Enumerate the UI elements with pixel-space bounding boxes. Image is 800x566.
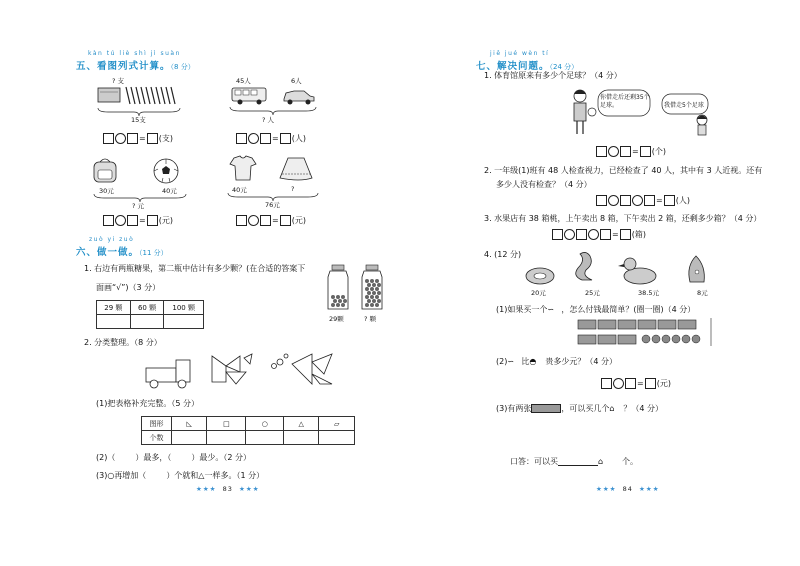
section6-title [76, 244, 168, 258]
p3-a-label: 30元 [99, 187, 114, 195]
p1-total-label: 15支 [131, 116, 146, 124]
q7-4-3-a: (3)有两张 [496, 404, 532, 413]
p4-unit: (元) [291, 216, 306, 225]
q7-4-text: 4. (12 分) [484, 250, 522, 259]
q7-1-text: 1. 体育馆原来有多少个足球？（4 分） [484, 71, 622, 80]
eq-operator-circle[interactable] [608, 146, 619, 157]
left-page-number: 83 [222, 485, 233, 493]
table-count-cell[interactable] [207, 431, 246, 445]
section5-points: （8 分） [170, 63, 195, 71]
eq-box[interactable] [620, 195, 631, 206]
duck-float-icon [618, 258, 656, 284]
q7-3-equation: = (箱) [552, 229, 646, 240]
answer-period: 。 [630, 457, 638, 466]
eq-operator-circle[interactable] [588, 229, 599, 240]
snake-float-small-icon: ∽ [507, 357, 515, 366]
footer-stars-right: ★★★ [239, 485, 260, 493]
answer-cell-60[interactable] [130, 315, 164, 329]
table-count-cell[interactable] [319, 431, 355, 445]
eq-box[interactable] [600, 229, 611, 240]
section6-points: （11 分） [139, 249, 168, 257]
q7-4-1-b: ，怎么付钱最简单？(圈一圈)（4 分） [561, 305, 696, 314]
table-shape-square: □ [207, 417, 246, 431]
q7-2-line2: 多少人没有检查？（4 分） [496, 180, 592, 189]
section5-pinyin: kàn tú liè shì jì suàn [88, 50, 181, 57]
section7-title-text: 七、解决问题。 [476, 61, 550, 72]
tangram-truck-icon [146, 360, 190, 388]
q7-4-2-text [496, 356, 617, 368]
q7-3-text: 3. 水果店有 38 箱桃，上午卖出 8 箱，下午卖出 2 箱，还剩多少箱？（4 分） [484, 214, 762, 223]
shark-float-icon [689, 256, 704, 282]
p4-a-label: 40元 [232, 186, 247, 194]
q7-4-1-a: (1)如果买一个 [496, 305, 548, 314]
p3-unit: (元) [158, 216, 173, 225]
p2-b-label: 6人 [291, 77, 302, 85]
loose-pencils-icon [126, 87, 175, 104]
banknote-small-icon [531, 404, 561, 413]
q7-4-2-equation: = (元) [601, 378, 671, 389]
answer-prefix: 口答：可以买 [510, 457, 558, 466]
tangram-shapes-illustration [140, 352, 340, 392]
backpack-icon [94, 159, 116, 182]
eq-box[interactable] [103, 215, 114, 226]
eq-operator-circle[interactable] [248, 215, 259, 226]
eq-box[interactable] [576, 229, 587, 240]
q7-1-equation: = (个) [596, 146, 666, 157]
eq-box[interactable] [260, 133, 271, 144]
eq-box[interactable] [552, 229, 563, 240]
eq-box[interactable] [601, 378, 612, 389]
answer-cell-100[interactable] [164, 315, 204, 329]
q7-2-equation: = (人) [596, 195, 690, 206]
eq-operator-circle[interactable] [608, 195, 619, 206]
swim-ring-icon [526, 268, 554, 284]
eq-box[interactable] [103, 133, 114, 144]
eq-box[interactable] [147, 133, 158, 144]
section5-title-text: 五、看图列式计算。 [76, 61, 171, 72]
bubble-left-line1: 你借走后还剩35个 [600, 94, 650, 101]
eq-box[interactable] [596, 146, 607, 157]
eq-box[interactable] [147, 215, 158, 226]
eq-box[interactable] [664, 195, 675, 206]
table-shape-circle: ○ [246, 417, 284, 431]
backpack-ball-illustration [92, 156, 188, 186]
q7-4-1-text [496, 304, 695, 316]
q7-4-3-answer [510, 456, 638, 468]
q7-4-3-text [496, 403, 663, 415]
q7-2-unit: (人) [675, 196, 690, 205]
answer-unit: 个 [622, 457, 630, 466]
p2-equation: = (人) [236, 133, 306, 144]
p1-equation: = (支) [103, 133, 173, 144]
right-page-footer [596, 485, 660, 493]
q6-2-3-a: (3)○再增加（ [96, 471, 147, 480]
q6-2-2-a: (2)（ [96, 453, 116, 462]
p3-question-label: ? 元 [132, 202, 145, 210]
shape-count-table [141, 416, 355, 445]
eq-operator-circle[interactable] [248, 133, 259, 144]
eq-box[interactable] [127, 215, 138, 226]
section6-title-text: 六、做一做。 [76, 247, 140, 258]
q7-4-3-c: ？（4 分） [623, 404, 663, 413]
table-header-count: 个数 [142, 431, 172, 445]
option-60: 60 颗 [130, 301, 164, 315]
candy-jars-illustration [328, 265, 388, 313]
eq-box[interactable] [640, 146, 651, 157]
q6-2-2-b: ）最多，（ [135, 453, 172, 462]
section6-pinyin: zuò yi zuò [89, 236, 135, 243]
eq-box[interactable] [236, 133, 247, 144]
q6-2-2-text [96, 452, 251, 464]
shirt-icon [230, 156, 256, 180]
q6-2-2-c: ）最少。（2 分） [191, 453, 251, 462]
banknote-icon [578, 320, 696, 329]
answer-blank[interactable] [558, 458, 598, 466]
q7-4-2-c: 贵多少元？（4 分） [545, 357, 617, 366]
eq-box[interactable] [620, 146, 631, 157]
eq-box[interactable] [645, 378, 656, 389]
eq-box[interactable] [620, 229, 631, 240]
candy-jar-2-icon [362, 265, 382, 309]
q7-3-unit: (箱) [631, 230, 646, 239]
section7-points: （24 分） [549, 63, 579, 71]
tangram-fish-icon [272, 354, 333, 384]
q6-2-3-text [96, 470, 264, 482]
footer-stars-right: ★★★ [639, 485, 660, 493]
eq-box[interactable] [127, 133, 138, 144]
p3-equation: = (元) [103, 215, 173, 226]
q7-4-3-b: ，可以买几个 [561, 404, 610, 413]
eq-box[interactable] [625, 378, 636, 389]
girl-icon [697, 115, 707, 135]
q6-1-text-line1: 1. 右边有两瓶糖果，第二瓶中估计有多少颗？(在合适的答案下 [84, 264, 306, 273]
q7-1-unit: (个) [651, 147, 666, 156]
toys-illustration [520, 250, 720, 286]
pencil-box-icon [98, 88, 120, 102]
shirt-skirt-illustration [226, 154, 318, 184]
answer-blank[interactable] [614, 458, 622, 466]
candy-jar-1-icon [328, 265, 348, 309]
price-duck-float: 38.5元 [638, 289, 659, 297]
shark-float-small-icon: ⌂ [598, 457, 604, 466]
eq-operator-circle[interactable] [632, 195, 643, 206]
eq-box[interactable] [644, 195, 655, 206]
q6-2-3-b: ）个就和△一样多。（1 分） [166, 471, 265, 480]
snake-float-small-icon: ∽ [547, 305, 555, 314]
p3-b-label: 40元 [162, 187, 177, 195]
eq-operator-circle[interactable] [115, 215, 126, 226]
eq-operator-circle[interactable] [564, 229, 575, 240]
answer-blank[interactable] [171, 454, 191, 462]
table-count-cell[interactable] [246, 431, 284, 445]
p1-question-label: ? 支 [112, 77, 125, 85]
eq-box[interactable] [596, 195, 607, 206]
eq-box[interactable] [260, 215, 271, 226]
shark-float-small-icon: ⌂ [609, 404, 615, 413]
table-header-shape: 图形 [142, 417, 172, 431]
answer-blank[interactable] [146, 472, 166, 480]
eq-box[interactable] [280, 133, 291, 144]
jar2-label: ? 颗 [364, 315, 377, 323]
left-page-footer [196, 485, 260, 493]
q7-2-line1: 2. 一年级(1)班有 48 人检查视力，已经检查了 40 人，其中有 3 人近视。还有 [484, 166, 763, 175]
q6-2-text: 2. 分类整理。（8 分） [84, 338, 162, 347]
price-shark-float: 8元 [697, 289, 708, 297]
bubble-left-text [600, 94, 650, 110]
boy-teacher-icon [574, 90, 596, 134]
tangram-cat-icon [212, 354, 252, 384]
bus-icon [232, 88, 266, 105]
p1-unit: (支) [158, 134, 173, 143]
jar1-label: 29颗 [329, 315, 344, 323]
soccer-ball-icon [154, 159, 178, 183]
p2-a-label: 45人 [236, 77, 251, 85]
footer-stars-left: ★★★ [196, 485, 217, 493]
eq-operator-circle[interactable] [115, 133, 126, 144]
duck-float-small-icon: ◓ [529, 357, 537, 366]
answer-cell-29[interactable] [97, 315, 131, 329]
q7-4-2-b: 比 [521, 357, 530, 366]
bus-car-illustration [232, 85, 316, 107]
eq-box[interactable] [236, 215, 247, 226]
table-shape-parallelogram: ▱ [319, 417, 355, 431]
money-options-illustration [578, 318, 712, 348]
eq-box[interactable] [280, 215, 291, 226]
section5-title [76, 58, 195, 72]
footer-stars-left: ★★★ [596, 485, 617, 493]
p4-total-label: 76元 [265, 201, 280, 209]
price-snake-float: 25元 [585, 289, 600, 297]
bubble-left-line2: 足球。 [600, 102, 619, 109]
q7-4-2-a: (2) [496, 357, 508, 366]
section7-pinyin: jiě jué wèn tí [490, 50, 550, 57]
coins-icon [578, 335, 700, 344]
option-29: 29 颗 [97, 301, 131, 315]
option-100: 100 颗 [164, 301, 204, 315]
p2-question-label: ? 人 [262, 116, 275, 124]
q7-4-2-unit: (元) [656, 379, 671, 388]
q6-1-text-line2: 面画“√”)（3 分） [96, 283, 161, 292]
answer-blank[interactable] [115, 454, 135, 462]
candy-options-table [96, 300, 204, 329]
table-shape-triangle-right: ◺ [172, 417, 207, 431]
skirt-icon [280, 158, 312, 180]
table-count-cell[interactable] [172, 431, 207, 445]
p2-unit: (人) [291, 134, 306, 143]
snake-float-icon [576, 252, 592, 280]
p2-brace [230, 107, 316, 115]
car-icon [284, 91, 314, 105]
q6-2-1-text: (1)把表格补充完整。（5 分） [96, 399, 199, 408]
eq-operator-circle[interactable] [613, 378, 624, 389]
table-shape-triangle: △ [284, 417, 319, 431]
p4-equation: = (元) [236, 215, 306, 226]
pencils-illustration [98, 84, 180, 108]
bubble-right-text: 我借走5个足球 [664, 102, 704, 109]
p4-question-label: ? [291, 185, 295, 193]
price-swim-ring: 20元 [531, 289, 546, 297]
right-page-number: 84 [622, 485, 633, 493]
table-count-cell[interactable] [284, 431, 319, 445]
